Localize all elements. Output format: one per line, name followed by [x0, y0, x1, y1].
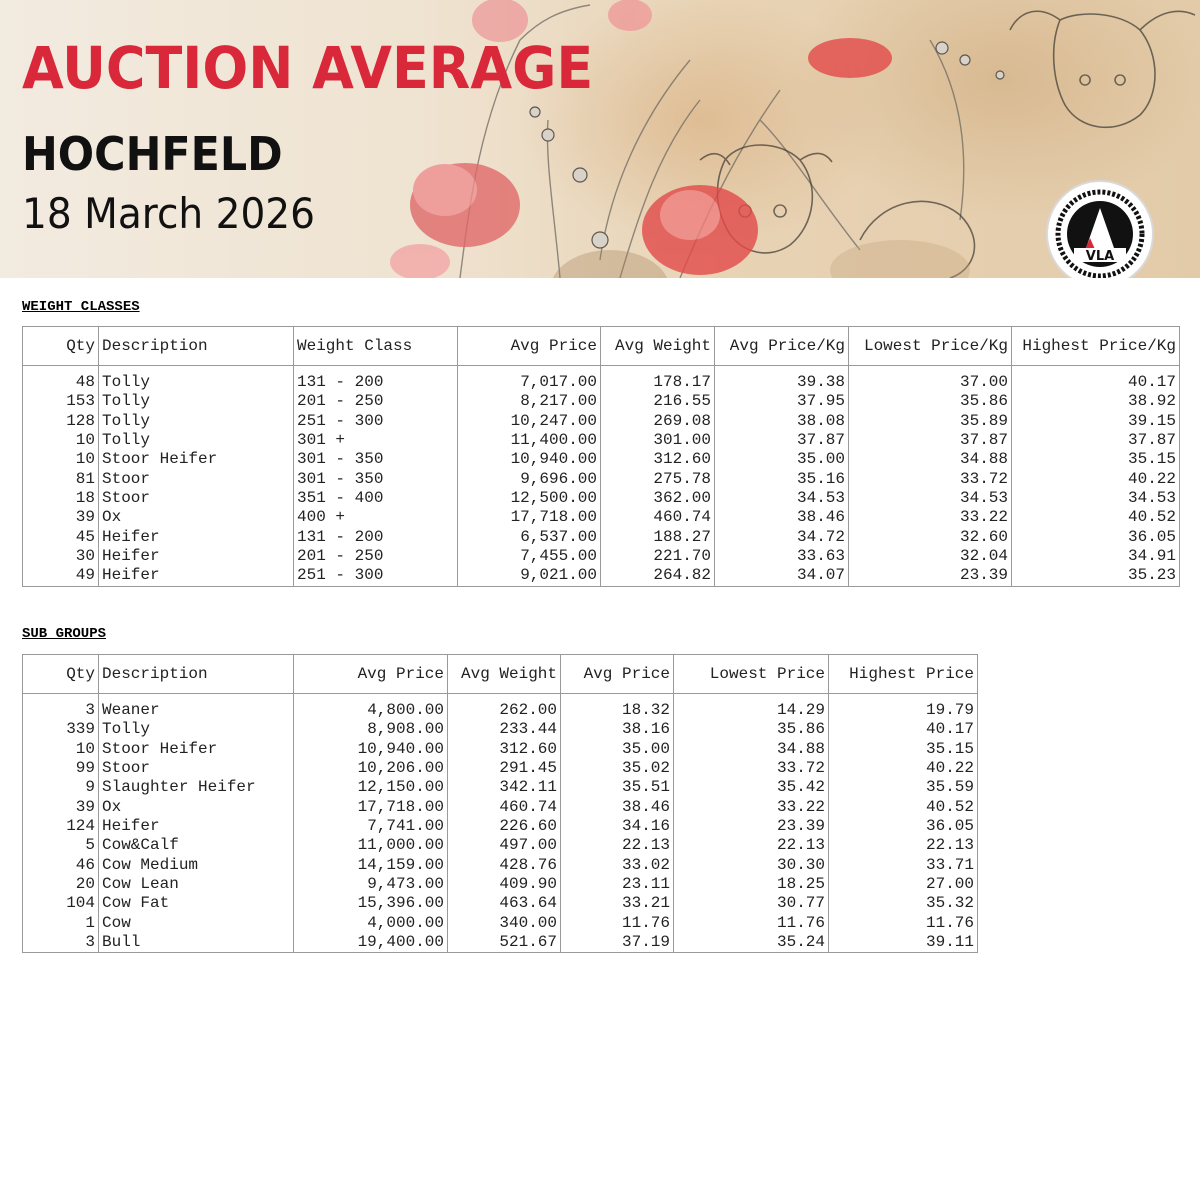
table-row	[23, 489, 1180, 508]
table-cell: 11.76	[674, 914, 829, 933]
table-cell: 37.19	[561, 933, 674, 953]
table-row	[23, 470, 1180, 489]
table-cell: 342.11	[448, 778, 561, 797]
table-cell: 34.88	[674, 740, 829, 759]
table-cell: Heifer	[99, 528, 294, 547]
table-cell: 10,940.00	[294, 740, 448, 759]
table-cell: Tolly	[99, 392, 294, 411]
table-cell: 34.91	[1012, 547, 1180, 566]
column-header: Lowest Price/Kg	[849, 327, 1012, 366]
table-cell: 40.17	[829, 720, 978, 739]
sub-groups-table	[22, 654, 978, 953]
table-cell: 36.05	[1012, 528, 1180, 547]
table-cell: 22.13	[829, 836, 978, 855]
table-cell: 18.25	[674, 875, 829, 894]
table-row	[23, 836, 978, 855]
table-cell: 39.38	[715, 373, 849, 392]
table-cell: 12,150.00	[294, 778, 448, 797]
table-cell: 6,537.00	[458, 528, 601, 547]
table-cell: 128	[66, 411, 95, 430]
table-cell: Heifer	[99, 547, 294, 566]
table-cell: 35.16	[715, 470, 849, 489]
table-cell: 10	[75, 739, 95, 758]
table-row	[23, 412, 1180, 431]
table-row	[23, 373, 1180, 392]
table-cell: 275.78	[601, 470, 715, 489]
table-cell: 10,206.00	[294, 759, 448, 778]
table-row	[23, 798, 978, 817]
table-cell: 40.52	[1012, 508, 1180, 527]
table-cell: 3	[85, 701, 95, 719]
table-cell: Tolly	[99, 412, 294, 431]
table-cell: 131 - 200	[294, 528, 458, 547]
table-cell: Bull	[99, 933, 294, 953]
table-cell: Heifer	[99, 817, 294, 836]
logo-text: VLA	[1085, 249, 1115, 264]
table-cell: 14.29	[674, 701, 829, 720]
table-cell: Stoor	[99, 489, 294, 508]
table-cell: 99	[75, 759, 95, 778]
column-header: Description	[99, 655, 294, 694]
table-cell: 38.92	[1012, 392, 1180, 411]
table-cell: 37.87	[849, 431, 1012, 450]
header-banner	[0, 0, 1200, 278]
table-cell: 49	[75, 566, 95, 585]
sub-groups-heading: SUB GROUPS	[22, 626, 107, 642]
table-cell: 23.39	[849, 566, 1012, 586]
weight-classes-heading: WEIGHT CLASSES	[22, 299, 140, 315]
table-cell: 312.60	[601, 450, 715, 469]
table-cell: 22.13	[674, 836, 829, 855]
table-cell: 35.86	[674, 720, 829, 739]
table-cell: 201 - 250	[294, 547, 458, 566]
table-cell: 38.46	[715, 508, 849, 527]
table-cell: 23.11	[561, 875, 674, 894]
table-cell: 233.44	[448, 720, 561, 739]
table-cell: 262.00	[448, 701, 561, 720]
column-header: Weight Class	[294, 327, 458, 366]
table-cell: 20	[75, 875, 95, 894]
column-header: Qty	[23, 327, 99, 366]
table-cell: 9,696.00	[458, 470, 601, 489]
table-cell: 39.11	[829, 933, 978, 953]
table-cell: 35.32	[829, 894, 978, 913]
table-cell: 8,908.00	[294, 720, 448, 739]
table-cell: 34.07	[715, 566, 849, 586]
table-cell: Cow	[99, 914, 294, 933]
table-cell: 32.60	[849, 528, 1012, 547]
table-cell: 312.60	[448, 740, 561, 759]
table-cell: 33.22	[674, 798, 829, 817]
table-cell: 36.05	[829, 817, 978, 836]
table-cell: 38.46	[561, 798, 674, 817]
table-cell: 35.86	[849, 392, 1012, 411]
table-cell: 45	[75, 527, 95, 546]
weight-classes-table	[22, 326, 1180, 587]
table-cell: 362.00	[601, 489, 715, 508]
table-cell: 33.63	[715, 547, 849, 566]
table-cell: 521.67	[448, 933, 561, 953]
table-cell: 35.59	[829, 778, 978, 797]
table-cell: 34.53	[1012, 489, 1180, 508]
table-cell: 4,000.00	[294, 914, 448, 933]
table-cell: 301 - 350	[294, 470, 458, 489]
table-cell: 35.15	[1012, 450, 1180, 469]
table-cell: 497.00	[448, 836, 561, 855]
table-cell: 34.53	[715, 489, 849, 508]
table-cell: Stoor Heifer	[99, 740, 294, 759]
table-cell: Ox	[99, 508, 294, 527]
table-cell: Tolly	[99, 373, 294, 392]
table-cell: 340.00	[448, 914, 561, 933]
table-cell: Cow&Calf	[99, 836, 294, 855]
table-cell: 40.22	[1012, 470, 1180, 489]
table-cell: Stoor	[99, 759, 294, 778]
vla-logo	[1044, 178, 1156, 278]
table-cell: 201 - 250	[294, 392, 458, 411]
table-cell: 5	[85, 836, 95, 855]
table-cell: 32.04	[849, 547, 1012, 566]
table-cell: Cow Lean	[99, 875, 294, 894]
table-cell: 37.95	[715, 392, 849, 411]
table-cell: 291.45	[448, 759, 561, 778]
table-cell: 39.15	[1012, 412, 1180, 431]
table-cell: 37.87	[1012, 431, 1180, 450]
table-cell: 301 - 350	[294, 450, 458, 469]
table-cell: Weaner	[99, 701, 294, 720]
table-cell: 8,217.00	[458, 392, 601, 411]
table-cell: 33.72	[674, 759, 829, 778]
table-cell: 35.51	[561, 778, 674, 797]
table-row	[23, 933, 978, 953]
table-cell: 35.42	[674, 778, 829, 797]
table-cell: 34.88	[849, 450, 1012, 469]
table-cell: 17,718.00	[458, 508, 601, 527]
table-cell: 40.52	[829, 798, 978, 817]
table-cell: 81	[75, 469, 95, 488]
table-cell: 22.13	[561, 836, 674, 855]
table-cell: 15,396.00	[294, 894, 448, 913]
table-cell: 269.08	[601, 412, 715, 431]
table-cell: Cow Fat	[99, 894, 294, 913]
auction-date: 18 March 2026	[22, 189, 316, 238]
table-cell: 153	[66, 392, 95, 411]
table-row	[23, 566, 1180, 586]
table-cell: 34.53	[849, 489, 1012, 508]
table-header-row	[23, 655, 978, 694]
table-cell: 38.08	[715, 412, 849, 431]
table-cell: 34.16	[561, 817, 674, 836]
table-cell: 39	[75, 508, 95, 527]
table-cell: 35.15	[829, 740, 978, 759]
table-cell: 221.70	[601, 547, 715, 566]
table-cell: 11.76	[561, 914, 674, 933]
table-cell: 33.72	[849, 470, 1012, 489]
table-row	[23, 450, 1180, 469]
table-row	[23, 392, 1180, 411]
table-cell: 351 - 400	[294, 489, 458, 508]
table-cell: 216.55	[601, 392, 715, 411]
table-cell: 35.89	[849, 412, 1012, 431]
column-header: Avg Price	[294, 655, 448, 694]
table-cell: 10	[75, 450, 95, 469]
table-cell: 30.77	[674, 894, 829, 913]
table-cell: Stoor	[99, 470, 294, 489]
table-cell: 131 - 200	[294, 373, 458, 392]
table-cell: 460.74	[601, 508, 715, 527]
column-header: Description	[99, 327, 294, 366]
table-cell: 301.00	[601, 431, 715, 450]
table-cell: 18	[75, 489, 95, 508]
table-cell: 10,247.00	[458, 412, 601, 431]
table-row	[23, 720, 978, 739]
table-row	[23, 701, 978, 720]
table-cell: 178.17	[601, 373, 715, 392]
table-row	[23, 894, 978, 913]
column-header: Avg Weight	[448, 655, 561, 694]
auction-location: HOCHFELD	[22, 127, 283, 181]
table-cell: 11,400.00	[458, 431, 601, 450]
table-cell: 35.00	[561, 740, 674, 759]
table-cell: 27.00	[829, 875, 978, 894]
table-cell: 10,940.00	[458, 450, 601, 469]
table-cell: Tolly	[99, 431, 294, 450]
table-cell: 38.16	[561, 720, 674, 739]
table-cell: 1	[85, 913, 95, 932]
table-cell: 17,718.00	[294, 798, 448, 817]
table-cell: 7,455.00	[458, 547, 601, 566]
table-cell: 4,800.00	[294, 701, 448, 720]
column-header: Avg Price	[561, 655, 674, 694]
table-cell: 23.39	[674, 817, 829, 836]
table-cell: 409.90	[448, 875, 561, 894]
table-cell: 33.21	[561, 894, 674, 913]
table-cell: 428.76	[448, 856, 561, 875]
table-cell: 188.27	[601, 528, 715, 547]
table-cell: 14,159.00	[294, 856, 448, 875]
column-header: Avg Weight	[601, 327, 715, 366]
table-cell: 264.82	[601, 566, 715, 586]
table-row	[23, 431, 1180, 450]
table-row	[23, 778, 978, 797]
table-cell: 18.32	[561, 701, 674, 720]
table-cell: 46	[75, 855, 95, 874]
table-cell: 7,741.00	[294, 817, 448, 836]
table-cell: 35.02	[561, 759, 674, 778]
page-title: AUCTION AVERAGE	[22, 34, 594, 102]
column-header: Highest Price/Kg	[1012, 327, 1180, 366]
table-cell: 12,500.00	[458, 489, 601, 508]
table-cell: 9	[85, 778, 95, 797]
table-cell: Tolly	[99, 720, 294, 739]
table-header-row	[23, 327, 1180, 366]
table-cell: 3	[85, 933, 95, 952]
table-cell: 40.17	[1012, 373, 1180, 392]
table-cell: 19,400.00	[294, 933, 448, 953]
table-cell: 33.71	[829, 856, 978, 875]
table-cell: 37.00	[849, 373, 1012, 392]
table-row	[23, 914, 978, 933]
table-cell: 463.64	[448, 894, 561, 913]
table-cell: 30	[75, 547, 95, 566]
table-row	[23, 817, 978, 836]
table-cell: 35.23	[1012, 566, 1180, 586]
table-cell: 37.87	[715, 431, 849, 450]
table-cell: 35.24	[674, 933, 829, 953]
table-row	[23, 875, 978, 894]
table-cell: 19.79	[829, 701, 978, 720]
table-row	[23, 759, 978, 778]
table-row	[23, 856, 978, 875]
table-cell: 9,473.00	[294, 875, 448, 894]
table-cell: 251 - 300	[294, 412, 458, 431]
table-cell: 9,021.00	[458, 566, 601, 586]
table-cell: 400 +	[294, 508, 458, 527]
table-cell: 11,000.00	[294, 836, 448, 855]
table-row	[23, 508, 1180, 527]
table-cell: 226.60	[448, 817, 561, 836]
column-header: Qty	[23, 655, 99, 694]
table-cell: Stoor Heifer	[99, 450, 294, 469]
table-cell: 251 - 300	[294, 566, 458, 586]
table-cell: 301 +	[294, 431, 458, 450]
table-row	[23, 740, 978, 759]
table-cell: 40.22	[829, 759, 978, 778]
column-header: Avg Price/Kg	[715, 327, 849, 366]
table-cell: 48	[75, 373, 95, 391]
table-cell: 339	[66, 720, 95, 739]
table-cell: 33.02	[561, 856, 674, 875]
table-cell: Ox	[99, 798, 294, 817]
table-cell: Cow Medium	[99, 856, 294, 875]
table-row	[23, 547, 1180, 566]
table-cell: 7,017.00	[458, 373, 601, 392]
table-cell: Heifer	[99, 566, 294, 586]
table-cell: 30.30	[674, 856, 829, 875]
table-cell: 35.00	[715, 450, 849, 469]
column-header: Lowest Price	[674, 655, 829, 694]
table-cell: 10	[75, 431, 95, 450]
table-cell: 104	[66, 894, 95, 913]
table-cell: 34.72	[715, 528, 849, 547]
table-cell: 11.76	[829, 914, 978, 933]
table-cell: 460.74	[448, 798, 561, 817]
column-header: Highest Price	[829, 655, 978, 694]
column-header: Avg Price	[458, 327, 601, 366]
table-cell: 33.22	[849, 508, 1012, 527]
table-row	[23, 528, 1180, 547]
table-cell: Slaughter Heifer	[99, 778, 294, 797]
table-cell: 39	[75, 797, 95, 816]
table-cell: 124	[66, 817, 95, 836]
